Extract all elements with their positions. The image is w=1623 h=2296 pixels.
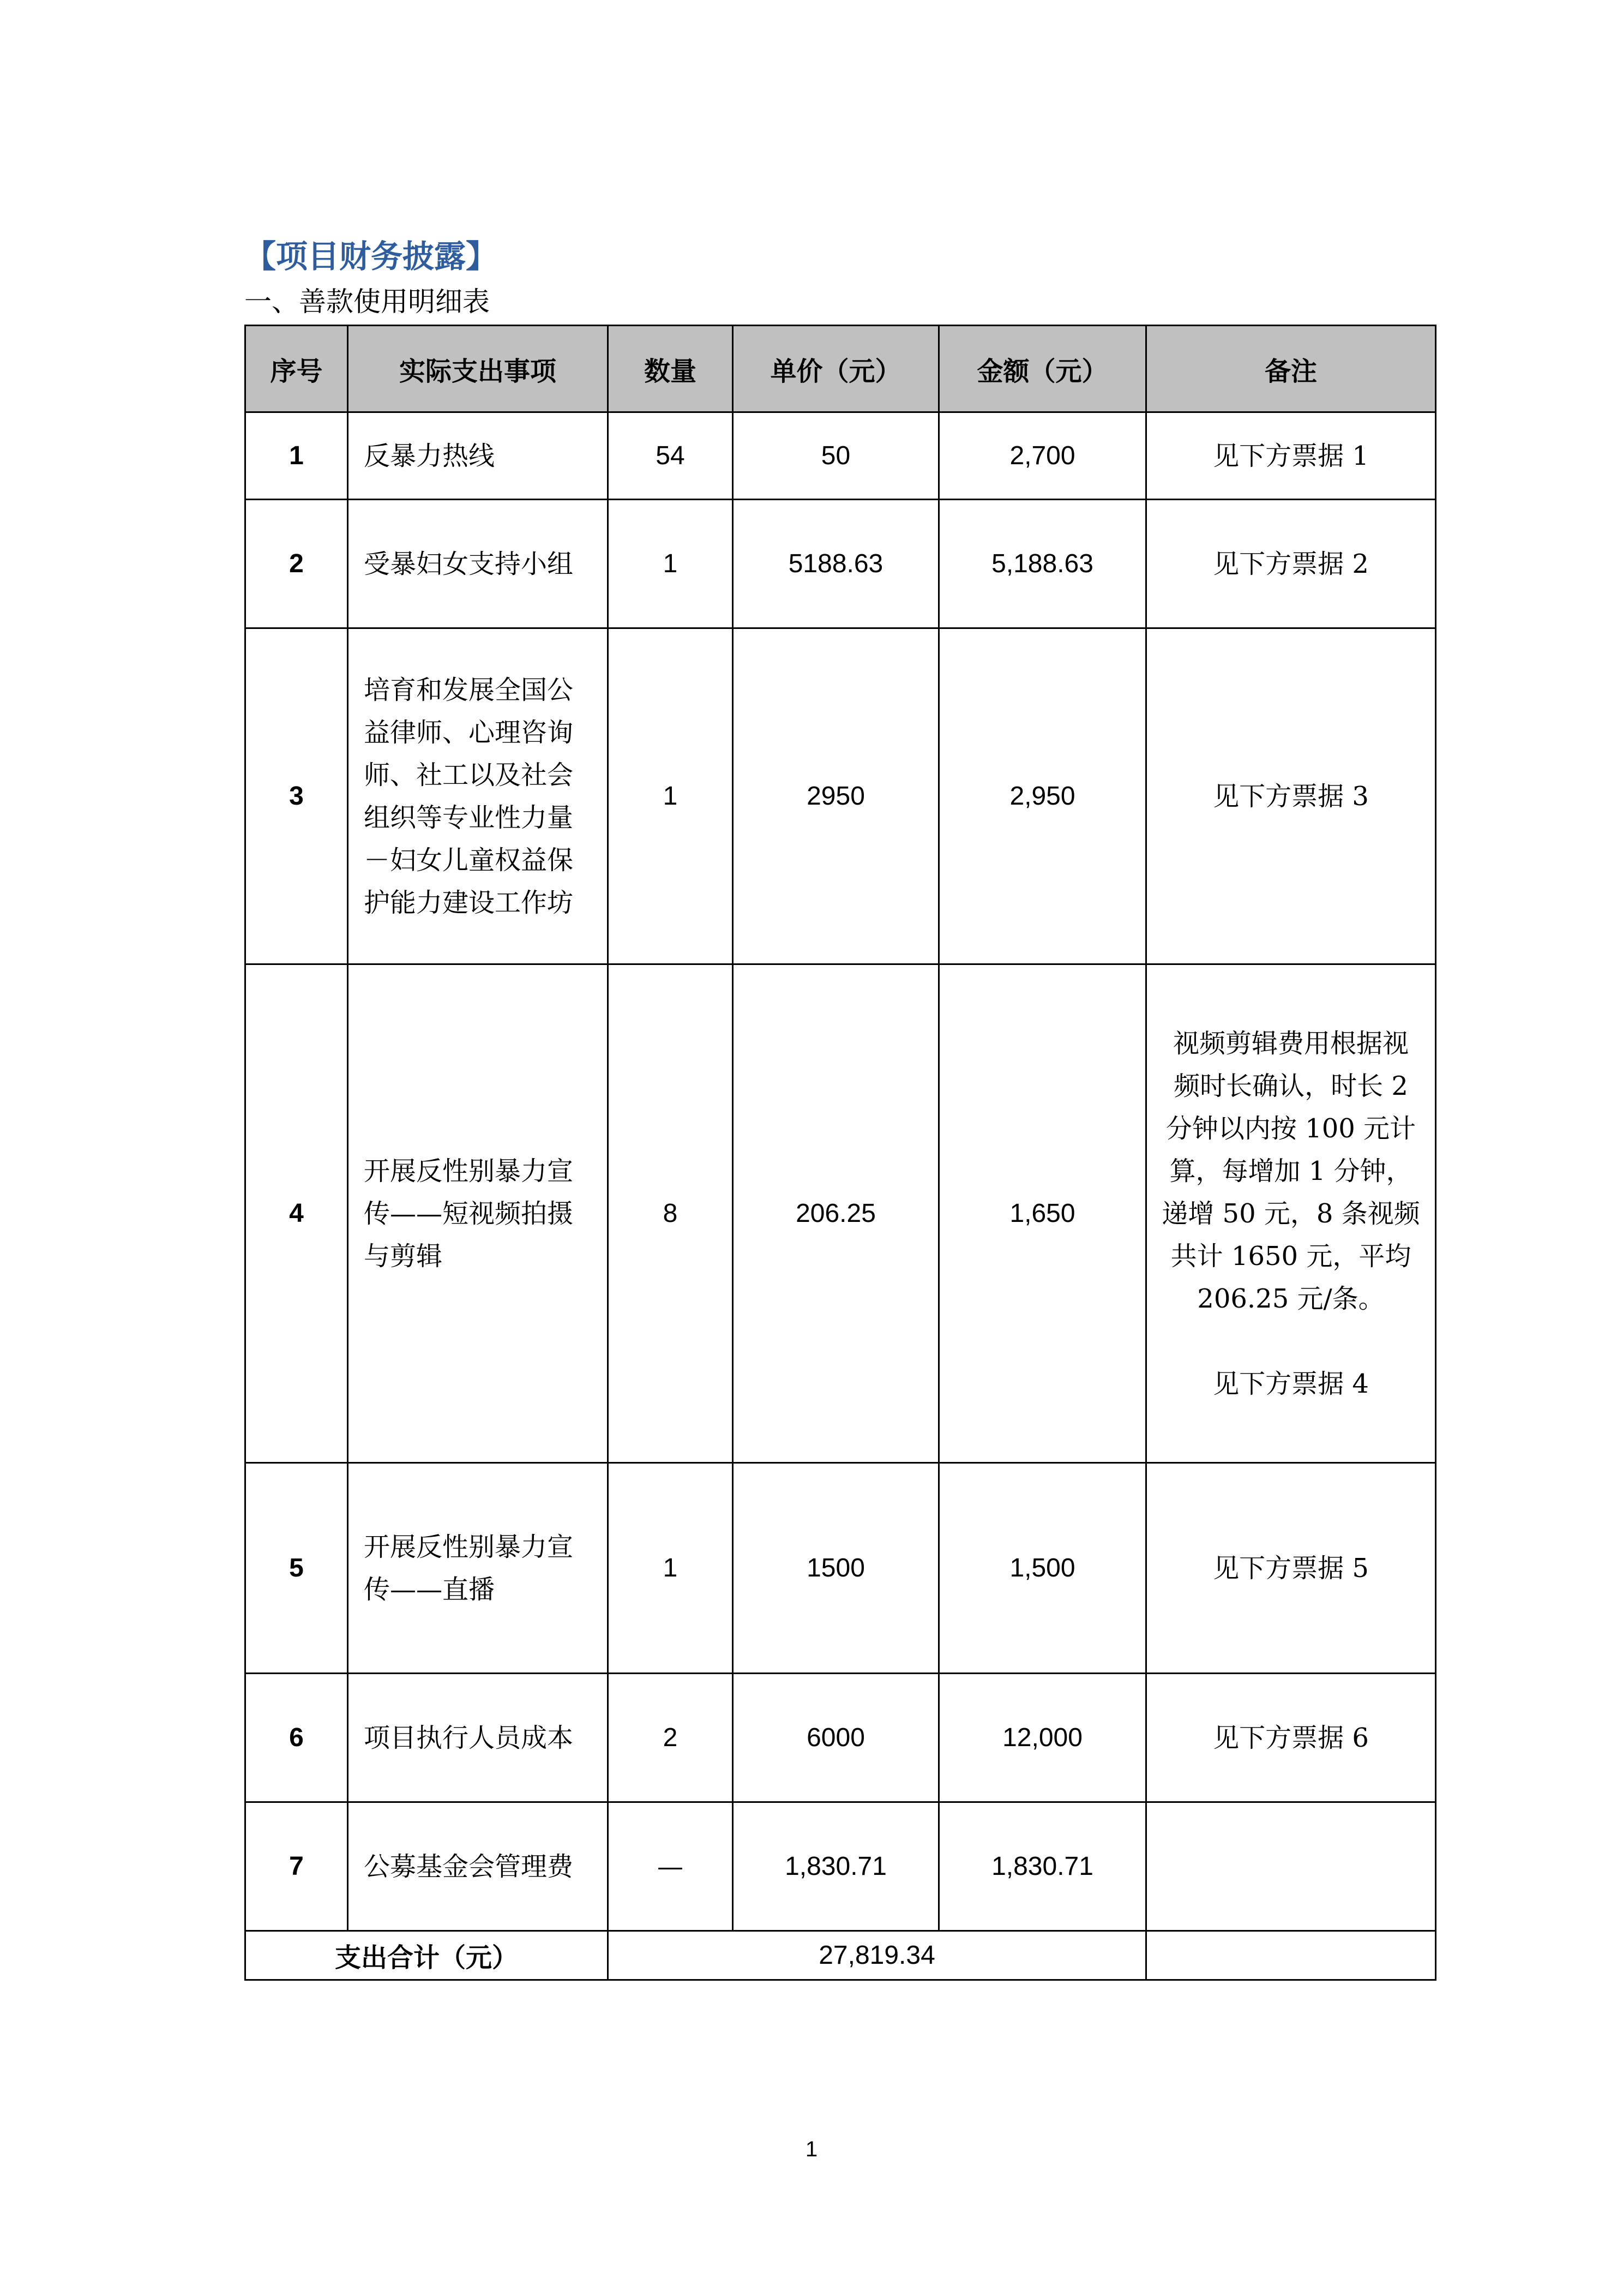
note-line: 分钟以内按 100 元计 <box>1165 1113 1416 1144</box>
row-unit-price: 6000 <box>733 1674 939 1802</box>
row-amount: 1,500 <box>939 1463 1146 1674</box>
note-line: 算，每增加 1 分钟， <box>1169 1155 1412 1186</box>
row-amount: 1,650 <box>939 964 1146 1463</box>
total-value: 27,819.34 <box>608 1931 1146 1980</box>
table-header-row <box>245 326 1436 412</box>
row-item: 公募基金会管理费 <box>348 1802 608 1931</box>
table-row <box>245 1674 1436 1802</box>
row-index: 6 <box>245 1674 348 1802</box>
row-item: 项目执行人员成本 <box>348 1674 608 1802</box>
note-line: 递增 50 元，8 条视频 <box>1162 1198 1420 1229</box>
row-index: 4 <box>245 964 348 1463</box>
table-subtitle: 一、善款使用明细表 <box>244 286 490 317</box>
note-line: 共计 1650 元，平均 <box>1170 1240 1411 1272</box>
row-quantity: 8 <box>608 964 733 1463</box>
row-index: 1 <box>245 412 348 500</box>
row-amount: 1,830.71 <box>939 1802 1146 1931</box>
row-index: 3 <box>245 628 348 964</box>
total-note <box>1146 1931 1436 1980</box>
row-amount: 12,000 <box>939 1674 1146 1802</box>
table-total-row <box>245 1931 1436 1980</box>
note-line: 视频剪辑费用根据视 <box>1173 1028 1409 1059</box>
page-number: 1 <box>805 2137 818 2161</box>
row-amount: 2,700 <box>939 412 1146 500</box>
row-index: 5 <box>245 1463 348 1674</box>
row-unit-price: 1,830.71 <box>733 1802 939 1931</box>
note-line: 206.25 元/条。 <box>1197 1283 1385 1314</box>
row-item: 培育和发展全国公益律师、心理咨询师、社工以及社会组织等专业性力量－妇女儿童权益保护能力建设工作坊 <box>348 628 608 964</box>
row-item: 开展反性别暴力宣传——短视频拍摄与剪辑 <box>348 964 608 1463</box>
header-item: 实际支出事项 <box>348 326 608 412</box>
note-line: 频时长确认，时长 2 <box>1174 1070 1408 1101</box>
header-index: 序号 <box>245 326 348 412</box>
row-note <box>1146 964 1436 1463</box>
table-row <box>245 964 1436 1463</box>
row-quantity: — <box>608 1802 733 1931</box>
row-index: 2 <box>245 500 348 628</box>
table-row <box>245 628 1436 964</box>
row-amount: 5,188.63 <box>939 500 1146 628</box>
row-item: 开展反性别暴力宣传——直播 <box>348 1463 608 1674</box>
row-note: 见下方票据 3 <box>1146 628 1436 964</box>
row-quantity: 2 <box>608 1674 733 1802</box>
row-quantity: 54 <box>608 412 733 500</box>
row-unit-price: 206.25 <box>733 964 939 1463</box>
header-quantity: 数量 <box>608 326 733 412</box>
table-row <box>245 412 1436 500</box>
table-row <box>245 1463 1436 1674</box>
row-item: 反暴力热线 <box>348 412 608 500</box>
row-quantity: 1 <box>608 500 733 628</box>
row-unit-price: 2950 <box>733 628 939 964</box>
row-note: 见下方票据 5 <box>1146 1463 1436 1674</box>
row-unit-price: 5188.63 <box>733 500 939 628</box>
row-item: 受暴妇女支持小组 <box>348 500 608 628</box>
row-amount: 2,950 <box>939 628 1146 964</box>
donation-usage-table <box>244 325 1436 1981</box>
row-quantity: 1 <box>608 1463 733 1674</box>
row-note: 见下方票据 2 <box>1146 500 1436 628</box>
row-unit-price: 1500 <box>733 1463 939 1674</box>
section-title: 【项目财务披露】 <box>244 238 498 275</box>
header-unit-price: 单价（元） <box>733 326 939 412</box>
note-line: 见下方票据 4 <box>1213 1368 1369 1399</box>
header-note: 备注 <box>1146 326 1436 412</box>
row-note <box>1146 1802 1436 1931</box>
header-amount: 金额（元） <box>939 326 1146 412</box>
total-label: 支出合计（元） <box>245 1931 608 1980</box>
row-quantity: 1 <box>608 628 733 964</box>
table-row <box>245 1802 1436 1931</box>
row-index: 7 <box>245 1802 348 1931</box>
table-row <box>245 500 1436 628</box>
row-unit-price: 50 <box>733 412 939 500</box>
row-note: 见下方票据 6 <box>1146 1674 1436 1802</box>
note-line <box>1155 1320 1427 1363</box>
row-note: 见下方票据 1 <box>1146 412 1436 500</box>
